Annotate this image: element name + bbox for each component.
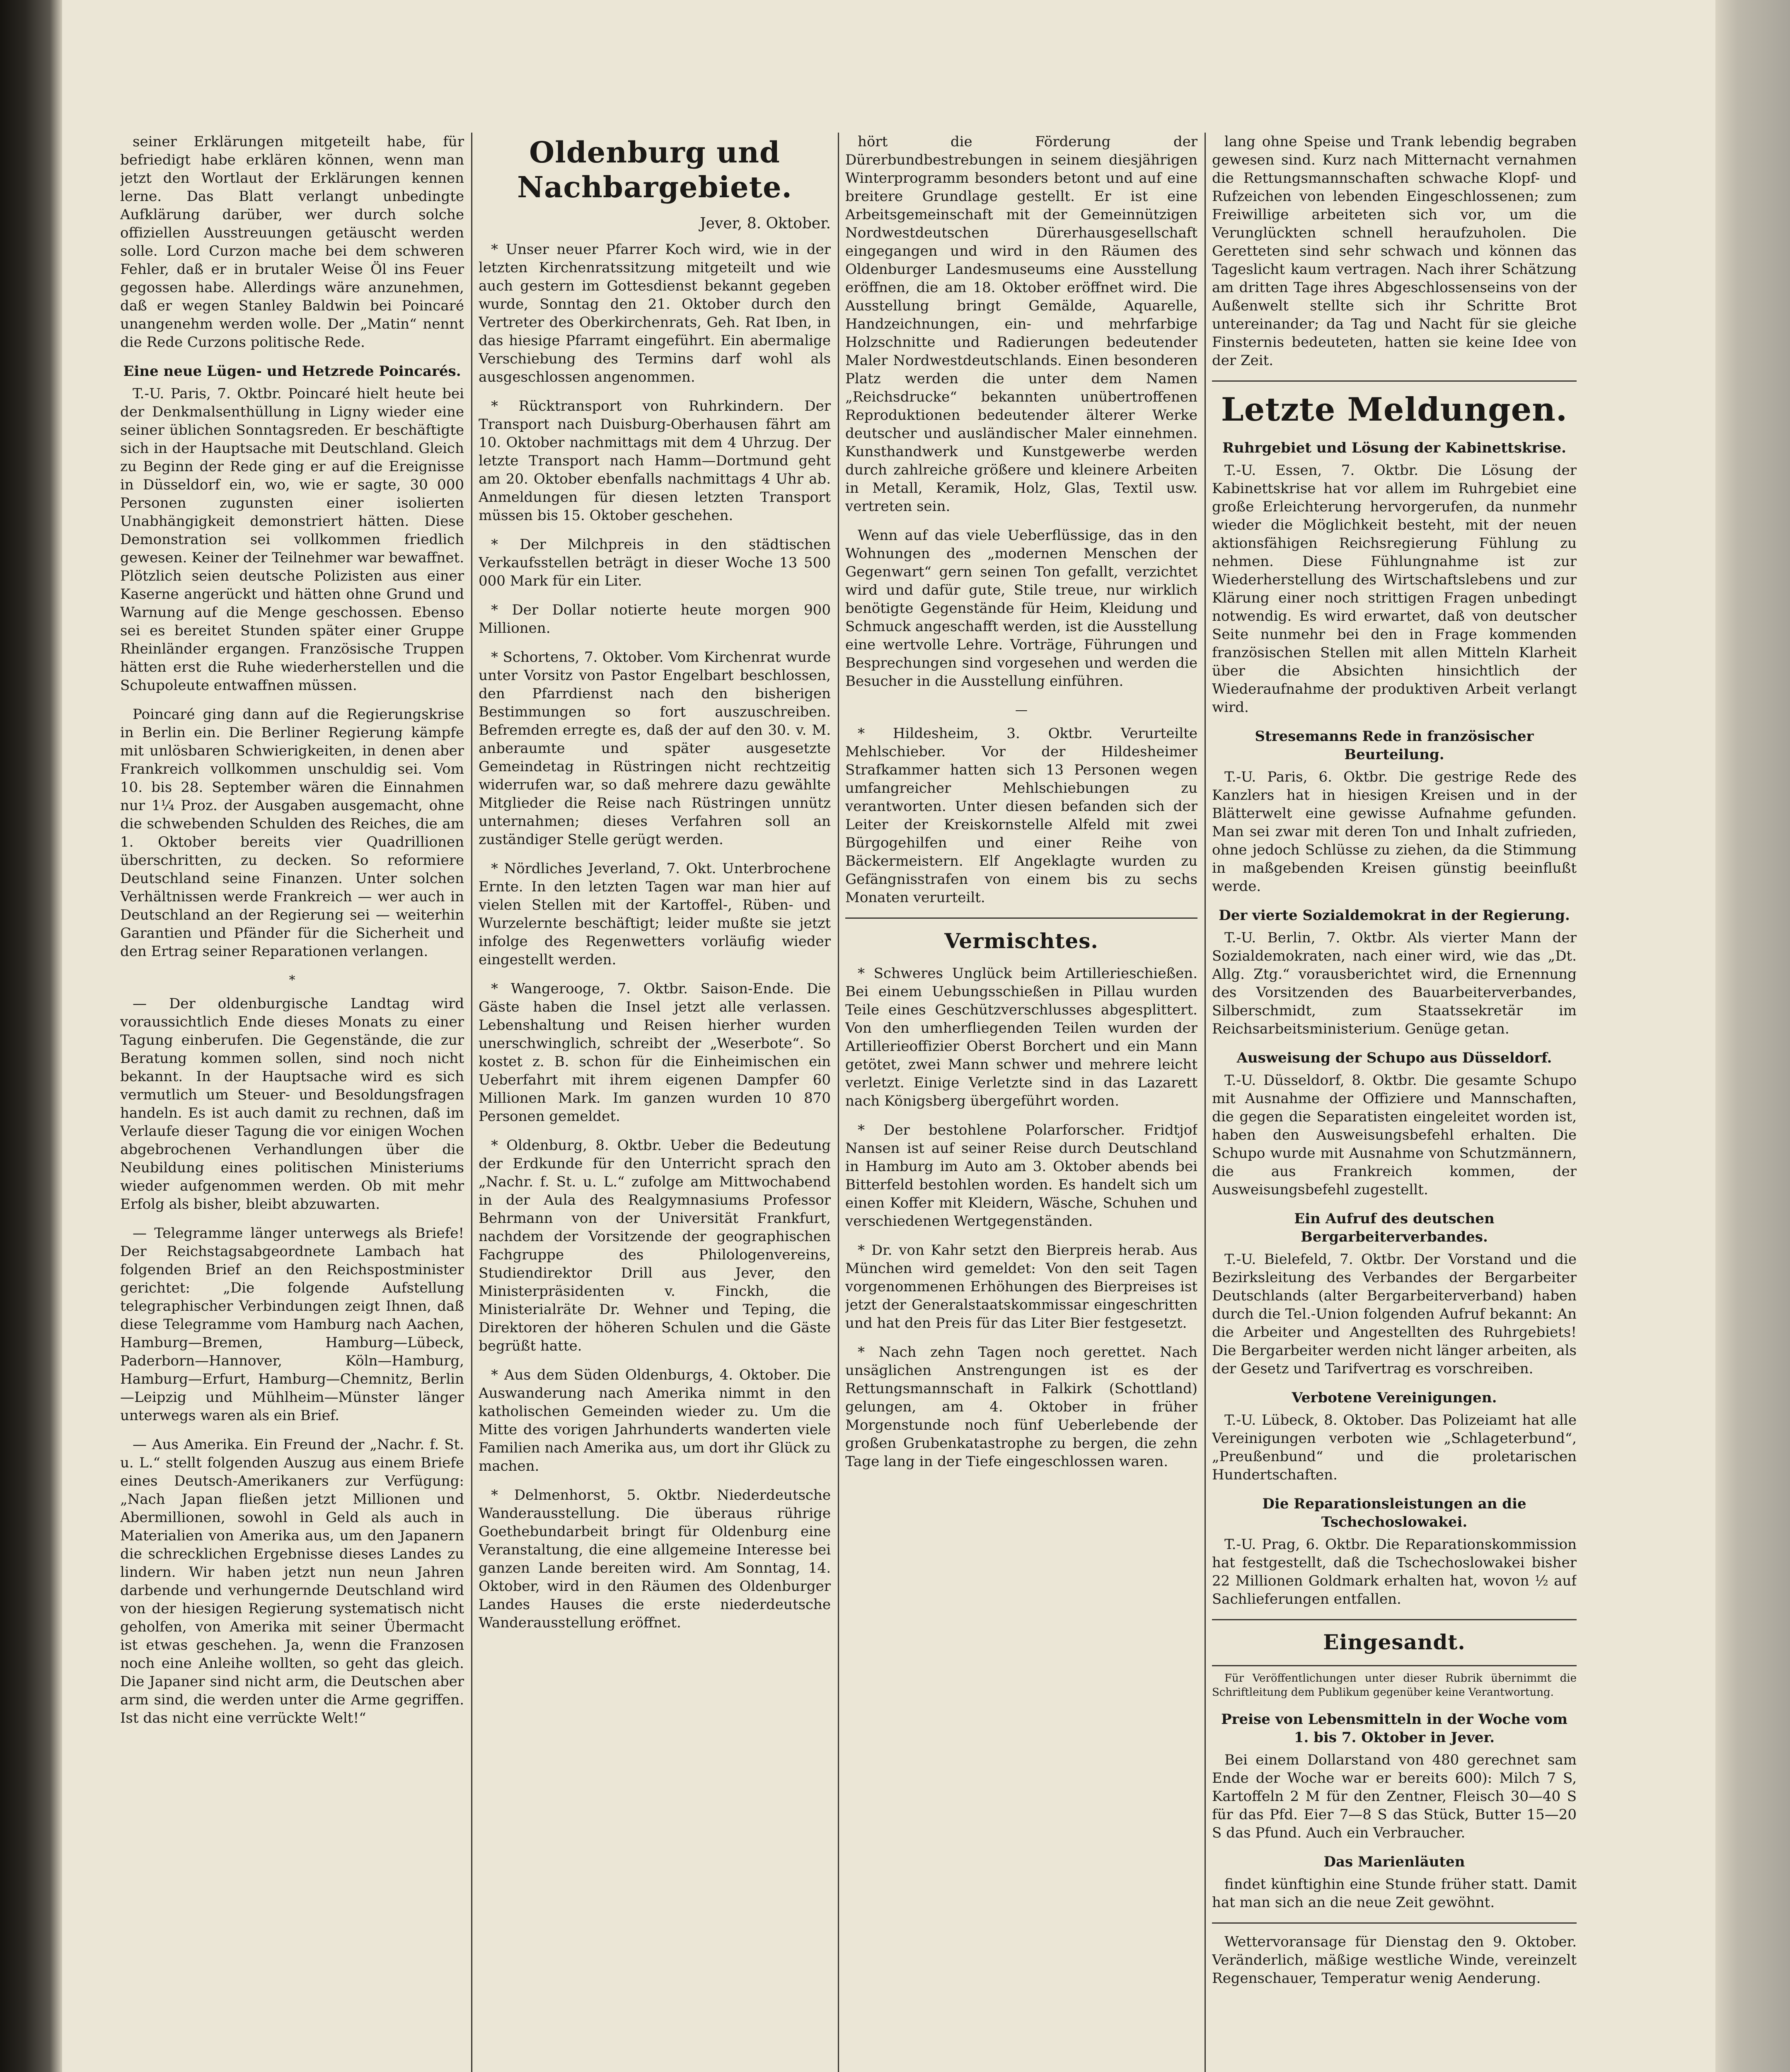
article-text: T.-U. Paris, 6. Oktbr. Die gestrige Rede des Kanzlers hat in hiesigen Kreisen und in der Blätterwelt eine gewisse Aufnahme gefunden. Man sei zwar mit deren Ton und Inhalt zufrieden, ohne jedoch Schlüsse zu ziehen, da die Stimmung in maßgebenden Kreisen günstig beeinflußt werde. [1212,769,1577,895]
article-text: * Delmenhorst, 5. Oktbr. Niederdeutsche Wanderausstellung. Die überaus rührige Goethebundarbeit bringt für Oldenburg eine Veranstaltung, die eine allgemeine Interesse bei ganzen Lande bereiten wird. Am Sonntag, 14. Oktober, wird in den Räumen des Oldenburger Landes Hauses die erste niederdeutsche Wanderausstellung eröffnet. [479,1487,831,1631]
article-text: * Schortens, 7. Oktober. Vom Kirchenrat wurde unter Vorsitz von Pastor Engelbart beschlossen, den Pfarrdienst nach den bisherigen Bestimmungen so fort auszuschreiben. Befremden erregte es, daß der auf den 30. v. M. anberaumte und später ausgesetzte Gemeindetag in Rüstringen nicht rechtzeitig widerrufen war, so daß mehrere dazu gewählte Mitglieder die Reise nach Rüstringen unnütz unternahmen; dieses Verfahren soll an zuständiger Stelle gerügt werden. [479,649,831,848]
article-text: * Nördliches Jeverland, 7. Okt. Unterbrochene Ernte. In den letzten Tagen war man hier auf vielen Stellen mit der Kartoffel-, Rüben- und Wurzelernte beschäftigt; leider mußte sie jetzt infolge des Regenwetters vorläufig wieder eingestellt werden. [479,860,831,968]
article-text: * Dr. von Kahr setzt den Bierpreis herab. Aus München wird gemeldet: Von den seit Tagen vorgenommenen Erhöhungen des Bierpreises ist jetzt der Generalstaatskommissar eingeschritten und hat den Preis für das Liter Bier festgesetzt. [845,1242,1197,1331]
article-text: — Der oldenburgische Landtag wird voraussichtlich Ende dieses Monats zu einer Tagung einberufen. Die Gegenstände, die zur Beratung kommen sollen, sind noch nicht bekannt. In der Hauptsache wird es sich vermutlich um Steuer- und Besoldungsfragen handeln. Es ist auch damit zu rechnen, daß im Verlaufe dieser Tagung die vor einigen Wochen abgebrochenen Verhandlungen über die Neubildung eines politischen Ministeriums wieder aufgenommen werden. Ob mit mehr Erfolg als bisher, bleibt abzuwarten. [120,995,464,1213]
book-binding-shadow [0,0,62,2072]
column-1 [120,133,464,2072]
article-heading: Der vierte Sozialdemokrat in der Regierung. [1219,907,1570,924]
page-edge [1715,0,1790,2072]
article-heading: Stresemanns Rede in französischer Beurteilung. [1255,728,1534,763]
weather-forecast: Wettervoransage für Dienstag den 9. Oktober. Veränderlich, mäßige westliche Winde, vereinzelt Regenschauer, Temperatur wenig Aenderung. [1212,1934,1577,1987]
article-heading: Die Reparationsleistungen an die Tschechoslowakei. [1262,1496,1526,1530]
separator-dash: — [1015,703,1028,717]
column-rule [838,133,839,2072]
section-title: Eingesandt. [1323,1630,1466,1654]
column-2 [479,133,831,2072]
section-title: Letzte Meldungen. [1221,391,1568,428]
article-text: — Telegramme länger unterwegs als Briefe! Der Reichstagsabgeordnete Lambach hat folgenden Brief an den Reichspostminister gerichtet: „Die folgende Aufstellung telegraphischer Verbindungen zeigt Ihnen, daß diese Telegramme vom Hamburg nach Aachen, Hamburg—Bremen, Hamburg—Lübeck, Paderborn—Hannover, Köln—Hamburg, Hamburg—Erfurt, Hamburg—Chemnitz, Berlin—Leipzig und Mühlheim—Münster länger unterwegs waren als ein Brief. [120,1225,464,1424]
article-text: T.-U. Düsseldorf, 8. Oktbr. Die gesamte Schupo mit Ausnahme der Offiziere und Mannschaften, die gegen die Separatisten eingeleitet worden ist, haben den Ausweisungsbefehl erhalten. Die Schupo wurde mit Ausnahme von Schutzmännern, die aus Frankreich kommen, der Ausweisungsbefehl zugestellt. [1212,1072,1577,1198]
section-divider [845,917,1197,919]
article-heading: Preise von Lebensmitteln in der Woche vom 1. bis 7. Oktober in Jever. [1221,1711,1567,1746]
article-text: * Der bestohlene Polarforscher. Fridtjof Nansen ist auf seiner Reise durch Deutschland in Hamburg im Auto am 3. Oktober abends bei Bitterfeld bestohlen worden. Es handelt sich um einen Koffer mit Kleidern, Wäsche, Schuhen und verschiedenen Wertgegenständen. [845,1122,1197,1230]
article-text: * Unser neuer Pfarrer Koch wird, wie in der letzten Kirchenratssitzung mitgeteilt und wie auch gestern im Gottesdienst bekannt gegeben wurde, Sonntag den 21. Oktober durch den Vertreter des Oberkirchenrats, Geh. Rat Iben, in das hiesige Pfarramt eingeführt. Ein abermalige Verschiebung des Termins darf wohl als ausgeschlossen angenommen. [479,241,831,385]
article-heading: Ein Aufruf des deutschen Bergarbeiterverbandes. [1294,1210,1495,1245]
column-3 [845,133,1197,2072]
disclaimer-note: Für Veröffentlichungen unter dieser Rubrik übernimmt die Schriftleitung dem Publikum gegenüber keine Verantwortung. [1212,1672,1577,1699]
article-text: * Nach zehn Tagen noch gerettet. Nach unsäglichen Anstrengungen ist es der Rettungsmannschaft in Falkirk (Schottland) gelungen, am 4. Oktober in früher Morgenstunde noch fünf Ueberlebende der großen Grubenkatastrophe zu bergen, die zehn Tage lang in der Tiefe eingeschlossen waren. [845,1344,1197,1470]
article-text: hört die Förderung der Dürerbundbestrebungen in seinem diesjährigen Winterprogramm besonders betont und auf eine breitere Grundlage gestellt. Er ist eine Arbeitsgemeinschaft mit der Gemeinnützigen Nordwestdeutschen Dürerhausgesellschaft eingegangen und wird in den Räumen des Oldenburger Landesmuseums eine Ausstellung eröffnen, die am 18. Oktober eröffnet wird. Die Ausstellung bringt Gemälde, Aquarelle, Handzeichnungen, ein- und mehrfarbige Holzschnitte und Radierungen bedeutender Maler Nordwestdeutschlands. Einen besonderen Platz werden die unter dem Namen „Reichsdrucke“ bekannten unübertroffenen Reproduktionen bedeutender älterer Werke deutscher und ausländischer Maler einnehmen. Kunsthandwerk und Kunstgewerbe werden durch zahlreiche größere und kleinere Arbeiten in Metall, Keramik, Holz, Glas, Textil usw. vertreten sein. [845,133,1197,515]
section-divider [1212,1922,1577,1924]
section-divider [1212,1619,1577,1620]
section-title: Vermischtes. [944,929,1098,953]
newspaper-page [62,0,1715,2072]
article-text: T.-U. Berlin, 7. Oktbr. Als vierter Mann der Sozialdemokraten, nach einer wird, wie das „Dt. Allg. Ztg.“ vorausberichtet wird, die Ernennung des Vorsitzenden des Bauarbeiterverbandes, Silberschmidt, zum Staatssekretär im Reichsarbeitsministerium. Genüge getan. [1212,929,1577,1037]
article-text: * Schweres Unglück beim Artillerieschießen. Bei einem Uebungsschießen in Pillau wurden Teile eines Geschützverschlusses abgesplittert. Von den umherfliegenden Teilen wurden der Artillerieoffizier Oberst Borchert und ein Mann getötet, zwei Mann schwer und mehrere leicht verletzt. Einige Verletzte sind in das Lazarett nach Königsberg übergeführt worden. [845,965,1197,1109]
article-heading: Ausweisung der Schupo aus Düsseldorf. [1236,1050,1552,1066]
article-text: Bei einem Dollarstand von 480 gerechnet sam Ende der Woche war er bereits 600): Milch 7 S, Kartoffeln 2 M für den Zentner, Fleisch 30—40 S für das Pfd. Eier 7—8 S das Stück, Butter 15—20 S das Pfund. Auch ein Verbraucher. [1212,1752,1577,1841]
article-text: * Wangerooge, 7. Oktbr. Saison-Ende. Die Gäste haben die Insel jetzt alle verlassen. Lebenshaltung und Reisen hierher wurden unerschwinglich, schreibt der „Weserbote“. So kostet z. B. schon für die Einheimischen ein Ueberfahrt mit ihrem eigenen Dampfer 60 Millionen Mark. Im ganzen wurden 10 870 Personen gemeldet. [479,980,831,1125]
article-text: T.-U. Essen, 7. Oktbr. Die Lösung der Kabinettskrise hat vor allem im Ruhrgebiet eine große Erleichterung hervorgerufen, da nunmehr wieder die Möglichkeit besteht, mit der neuen aktionsfähigen Reichsregierung Fühlung zu nehmen. Diese Fühlungnahme ist zur Wiederherstellung des Wirtschaftslebens und zur Klärung einer noch strittigen Fragen unbedingt notwendig. Es wird erwartet, daß von deutscher Seite nunmehr bei den in Frage kommenden französischen Stellen mit allen Mitteln Klarheit über die Absichten hinsichtlich der Wiederaufnahme der produktiven Arbeit verlangt wird. [1212,462,1577,716]
article-text: Poincaré ging dann auf die Regierungskrise in Berlin ein. Die Berliner Regierung kämpfe mit unlösbaren Schwierigkeiten, in denen aber Frankreich vollkommen unschuldig sei. Vom 10. bis 28. September wären die Einnahmen nur 1¼ Proz. der Ausgaben ausgemacht, ohne die schwebenden Schulden des Reiches, die am 1. Oktober bereits vier Quadrillionen überschritten, zu decken. So reformiere Deutschland seine Finanzen. Unter solchen Verhältnissen werde Frankreich — wer auch in Deutschland an der Regierung sei — weiterhin Garantien und Pfänder für die Sicherheit und den Ertrag seiner Reparationen verlangen. [120,706,464,960]
dateline: Jever, 8. Oktober. [700,215,831,232]
column-4 [1212,133,1577,2072]
article-text: * Hildesheim, 3. Oktbr. Verurteilte Mehlschieber. Vor der Hildesheimer Strafkammer hatten sich 13 Personen wegen umfangreicher Mehlschiebungen zu verantworten. Unter diesen befanden sich der Leiter der Kreiskornstelle Alfeld mit zwei Bürgogehilfen und einer Reihe von Bäckermeistern. Elf Angeklagte wurden zu Gefängnisstrafen von einem bis zu sechs Monaten verurteilt. [845,725,1197,906]
article-text: T.-U. Lübeck, 8. Oktober. Das Polizeiamt hat alle Vereinigungen verboten wie „Schlageterbund“, „Preußenbund“ und die proletarischen Hundertschaften. [1212,1412,1577,1483]
article-text: seiner Erklärungen mitgeteilt habe, für befriedigt habe erklären können, wenn man jetzt den Wortlaut der Erklärungen kennen lerne. Das Blatt verlangt unbedingte Aufklärung darüber, wer durch solche offiziellen Ausstreuungen getäuscht werden solle. Lord Curzon mache bei dem schweren Fehler, daß er in brutaler Weise Öl ins Feuer gegossen habe. Allerdings wäre anzunehmen, daß er wegen Stanley Baldwin bei Poincaré unangenehm werden wolle. Der „Matin“ nennt die Rede Curzons politische Rede. [120,133,464,351]
article-text: * Aus dem Süden Oldenburgs, 4. Oktober. Die Auswanderung nach Amerika nimmt in den katholischen Gemeinden wieder zu. Um die Mitte des vorigen Jahrhunderts wanderten viele Familien nach Amerika aus, um dort ihr Glück zu machen. [479,1367,831,1474]
article-text: lang ohne Speise und Trank lebendig begraben gewesen sind. Kurz nach Mitternacht vernahmen die Rettungsmannschaften schwache Klopf- und Rufzeichen von lebenden Eingeschlossenen; zum Freiwillige arbeiteten sich vor, um die Verunglückten schnell heraufzuholen. Die Geretteten sind sehr schwach und können das Tageslicht kaum vertragen. Nach ihrer Schätzung am dritten Tage ihres Abgeschlossenseins von der Außenwelt stellte sich ihr Schritte Brot untereinander; da Tag und Nacht für sie gleiche Finsternis bedeuteten, hatten sie keine Idee von der Zeit. [1212,133,1577,369]
section-title: Oldenburg und Nachbargebiete. [517,135,792,204]
article-text: T.-U. Paris, 7. Oktbr. Poincaré hielt heute bei der Denkmalsenthüllung in Ligny wieder eine seiner üblichen Sonntagsreden. Er beschäftigte sich in der Hauptsache mit Deutschland. Gleich zu Beginn der Rede ging er auf die Ereignisse in Düsseldorf ein, wo, wie er sagte, 30 000 Personen zugunsten einer isolierten Unabhängigkeit demonstriert hätten. Diese Demonstration sei vollkommen friedlich gewesen. Keiner der Teilnehmer war bewaffnet. Plötzlich seien deutsche Polizisten aus einer Kaserne angerückt und hätten ohne Grund und Warnung auf die Menge geschossen. Ebenso sei es bereitet Stunden später einer Gruppe Rheinländer ergangen. Französische Truppen hätten erst die Ruhe wiederherstellen und die Schupoleute entwaffnen müssen. [120,385,464,694]
article-heading: Verbotene Vereinigungen. [1292,1389,1497,1406]
article-text: T.-U. Prag, 6. Oktbr. Die Reparationskommission hat festgestellt, daß die Tschechoslowakei bisher 22 Millionen Goldmark erhalten hat, wovon ½ auf Sachlieferungen entfallen. [1212,1536,1577,1607]
article-text: * Oldenburg, 8. Oktbr. Ueber die Bedeutung der Erdkunde für den Unterricht sprach den „Nachr. f. St. u. L.“ zufolge am Mittwochabend in der Aula des Realgymnasiums Professor Behrmann von der Universität Frankfurt, nachdem der Vorsitzende der geographischen Fachgruppe des Philologenvereins, Studiendirektor Drill aus Jever, den Ministerpräsidenten v. Finckh, die Ministerialräte Dr. Wehner und Teping, die Direktoren der höheren Schulen und die Gäste begrüßt hatte. [479,1137,831,1354]
separator-star: * [289,973,295,988]
article-text: Wenn auf das viele Ueberflüssige, das in den Wohnungen des „modernen Menschen der Gegenwart“ gern seinen Ton gefallt, verzichtet wird und dafür gute, Stile treue, nur wirklich benötigte Gegenstände für Heim, Kleidung und Schmuck angeschafft werden, ist die Ausstellung eine wertvolle Lehre. Vorträge, Führungen und Besprechungen sind vorgesehen und werden die Besucher in die Ausstellung einführen. [845,527,1197,690]
article-heading: Das Marienläuten [1323,1854,1465,1870]
section-divider [1212,380,1577,382]
article-text: — Aus Amerika. Ein Freund der „Nachr. f. St. u. L.“ stellt folgenden Auszug aus einem Briefe eines Deutsch-Amerikaners zur Verfügung: „Nach Japan fließen jetzt Millionen und Abermillionen, sowohl in Geld als auch in Materialien von Amerika aus, um den Japanern die schrecklichen Ergebnisse dieses Landes zu lindern. Wir haben jetzt nun neun Jahren darbende und verhungernde Deutschland wird von der hiesigen Regierung systematisch nicht geholfen, von Amerika mit seiner Übermacht ist etwas geschehen. Ja, wenn die Franzosen noch eine Anleihe wollten, so geht das gleich. Die Japaner sind nicht arm, die Deutschen aber arm sind, die werden unter die Arme gegriffen. Ist das nicht eine verrückte Welt!“ [120,1436,464,1726]
column-rule [471,133,472,2072]
article-text: findet künftighin eine Stunde früher statt. Damit hat man sich an die neue Zeit gewöhnt. [1212,1876,1577,1911]
article-text: * Der Milchpreis in den städtischen Verkaufsstellen beträgt in dieser Woche 13 500 000 Mark für ein Liter. [479,536,831,589]
article-text: T.-U. Bielefeld, 7. Oktbr. Der Vorstand und die Bezirksleitung des Verbandes der Bergarbeiter Deutschlands (alter Bergarbeiterverband) haben durch die Tel.-Union folgenden Aufruf bekannt: An die Arbeiter und Angestellten des Ruhrgebiets! Die Bergarbeiter werden nicht länger arbeiten, als der Gesetz und Tarifvertrag es vorschreiben. [1212,1251,1577,1377]
article-heading: Eine neue Lügen- und Hetzrede Poincarés. [123,363,461,380]
column-rule [1205,133,1206,2072]
article-text: * Der Dollar notierte heute morgen 900 Millionen. [479,602,831,637]
article-heading: Ruhrgebiet und Lösung der Kabinettskrise. [1222,440,1567,456]
article-text: * Rücktransport von Ruhrkindern. Der Transport nach Duisburg-Oberhausen fährt am 10. Oktober nachmittags mit dem 4 Uhrzug. Der letzte Transport nach Hamm—Dortmund geht am 20. Oktober ebenfalls nachmittags 4 Uhr ab. Anmeldungen für diesen letzten Transport müssen bis 15. Oktober geschehen. [479,398,831,524]
